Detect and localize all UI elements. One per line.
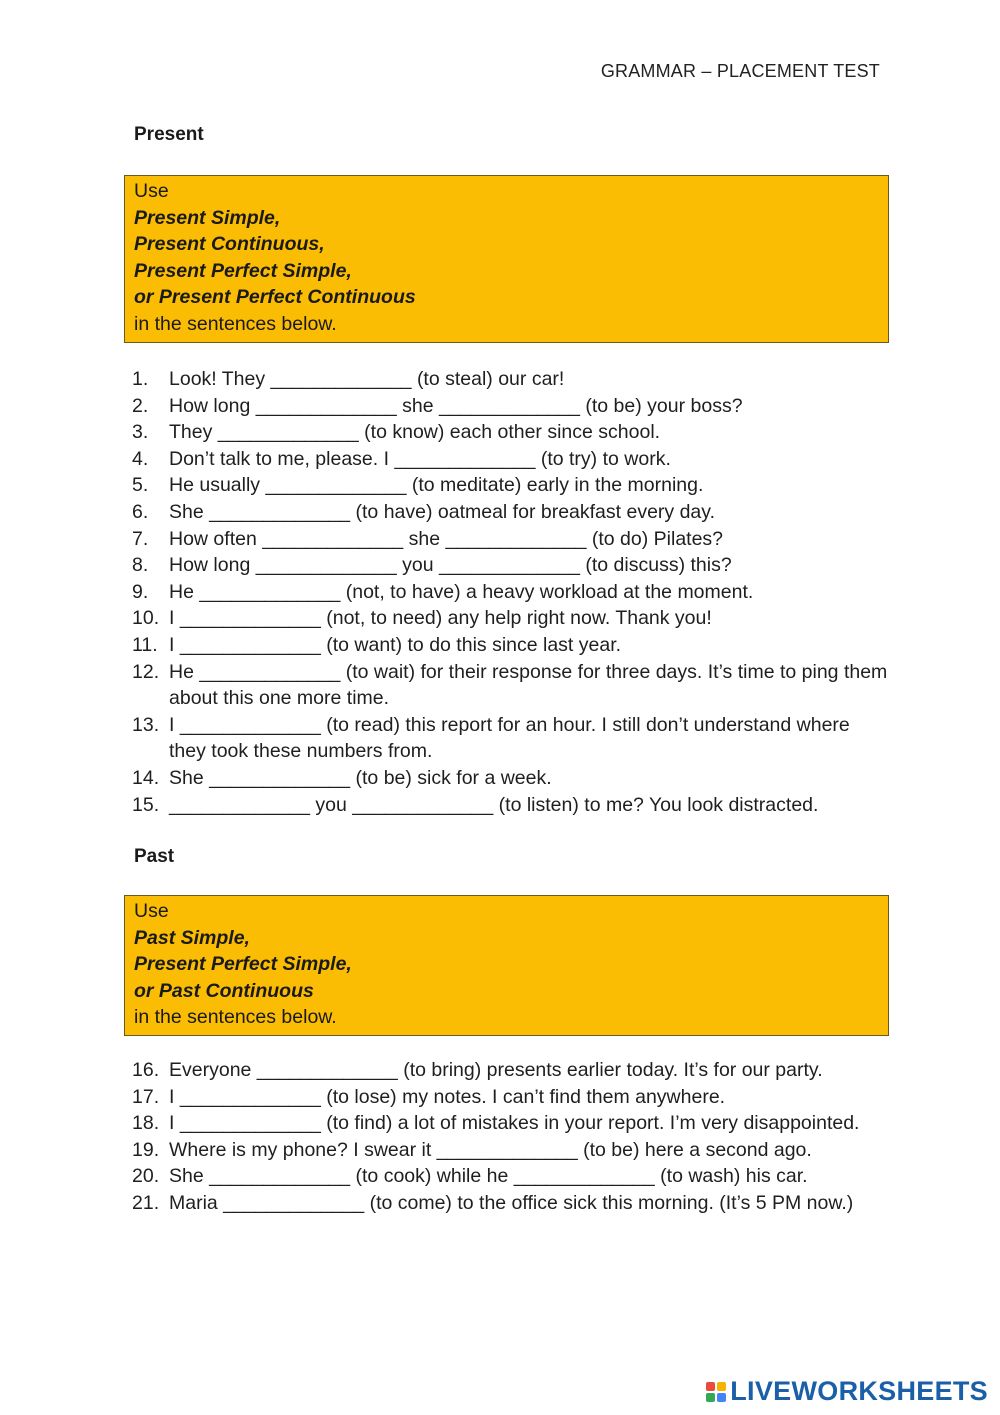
question-number: 18. [132,1112,160,1135]
question-item [132,605,892,632]
question-item [132,393,892,420]
page-title: GRAMMAR – PLACEMENT TEST [600,61,880,81]
instruction-box-past [124,895,889,1036]
question-item [132,1190,892,1217]
tense-name: Present Perfect Simple, [134,259,352,282]
question-text: They _____________ (to know) each other since school. [169,421,661,444]
question-item [132,366,892,393]
question-number: 15. [132,793,160,816]
instruction-lead: Use [134,180,169,202]
liveworksheets-logo-icon [706,1382,726,1402]
question-text: Everyone _____________ (to bring) presents earlier today. It’s for our party. [169,1059,823,1081]
question-text: I _____________ (to lose) my notes. I can’t find them anywhere. [169,1085,726,1108]
question-number: 7. [132,527,149,550]
instruction-tail: in the sentences below. [134,312,337,335]
question-list-present [132,366,892,818]
question-number: 8. [132,554,149,577]
question-item [132,792,892,819]
question-number: 5. [132,474,149,497]
question-item [132,552,892,579]
question-number: 4. [132,447,149,470]
question-item [132,1163,892,1190]
question-item [132,579,892,606]
question-text: She _____________ (to have) oatmeal for breakfast every day. [169,500,715,523]
question-item [132,765,892,792]
question-number: 19. [132,1138,160,1161]
question-text: She _____________ (to cook) while he _____________ (to wash) his car. [169,1165,808,1188]
question-text: Where is my phone? I swear it _____________ (to be) here a second ago. [169,1138,812,1161]
question-text: I _____________ (not, to need) any help right now. Thank you! [169,607,712,630]
question-number: 13. [132,713,160,736]
question-text: Don’t talk to me, please. I _____________ (to try) to work. [169,447,671,470]
question-item [132,446,892,473]
tense-name: or Present Perfect Continuous [134,286,416,309]
question-item [132,1110,892,1137]
question-text: He _____________ (to wait) for their response for three days. It’s time to ping them about this one more time. [169,660,888,710]
question-text: He usually _____________ (to meditate) early in the morning. [169,474,704,497]
question-item [132,659,892,712]
question-text: Maria _____________ (to come) to the office sick this morning. (It’s 5 PM now.) [169,1191,854,1214]
question-text: I _____________ (to find) a lot of mistakes in your report. I’m very disappointed. [169,1112,860,1135]
logo-text: LIVEWORKSHEETS [730,1376,988,1406]
question-text: How often _____________ she _____________ (to do) Pilates? [169,527,724,550]
logo-square [706,1382,715,1391]
tense-name: or Past Continuous [134,979,314,1002]
question-number: 21. [132,1191,160,1214]
question-text: Look! They _____________ (to steal) our car! [169,368,565,390]
instruction-box-present [124,175,889,343]
question-item [132,419,892,446]
question-text: I _____________ (to read) this report for an hour. I still don’t understand where they took these numbers from. [169,713,850,763]
question-item [132,526,892,553]
question-text: He _____________ (not, to have) a heavy workload at the moment. [169,580,754,603]
question-number: 16. [132,1059,160,1081]
section-heading-present: Present [134,124,204,145]
tense-name: Past Simple, [134,926,250,949]
question-number: 17. [132,1085,160,1108]
question-list-past [132,1057,892,1217]
question-number: 6. [132,500,149,523]
question-text: I _____________ (to want) to do this since last year. [169,633,622,656]
liveworksheets-logo[interactable] [706,1376,988,1407]
question-number: 12. [132,660,160,683]
tense-name: Present Simple, [134,206,281,229]
question-number: 1. [132,368,149,390]
tense-name: Present Continuous, [134,233,325,256]
question-number: 11. [132,633,158,656]
question-number: 20. [132,1165,160,1188]
question-number: 2. [132,394,149,417]
question-text: How long _____________ she _____________ (to be) your boss? [169,394,743,417]
question-item [132,1057,892,1084]
question-number: 3. [132,421,149,444]
section-heading-past: Past [134,846,175,867]
logo-square [717,1382,726,1391]
question-item [132,499,892,526]
logo-square [706,1393,715,1402]
question-number: 9. [132,580,149,603]
logo-square [717,1393,726,1402]
instruction-tail: in the sentences below. [134,1006,337,1029]
question-item [132,472,892,499]
question-item [132,1084,892,1111]
question-text: How long _____________ you _____________ (to discuss) this? [169,554,732,577]
question-item [132,632,892,659]
question-item [132,712,892,765]
question-text: _____________ you _____________ (to listen) to me? You look distracted. [169,793,819,816]
tense-name: Present Perfect Simple, [134,953,352,976]
question-item [132,1137,892,1164]
question-number: 10. [132,607,160,630]
question-text: She _____________ (to be) sick for a week. [169,766,552,789]
instruction-lead: Use [134,900,169,922]
question-number: 14. [132,766,160,789]
